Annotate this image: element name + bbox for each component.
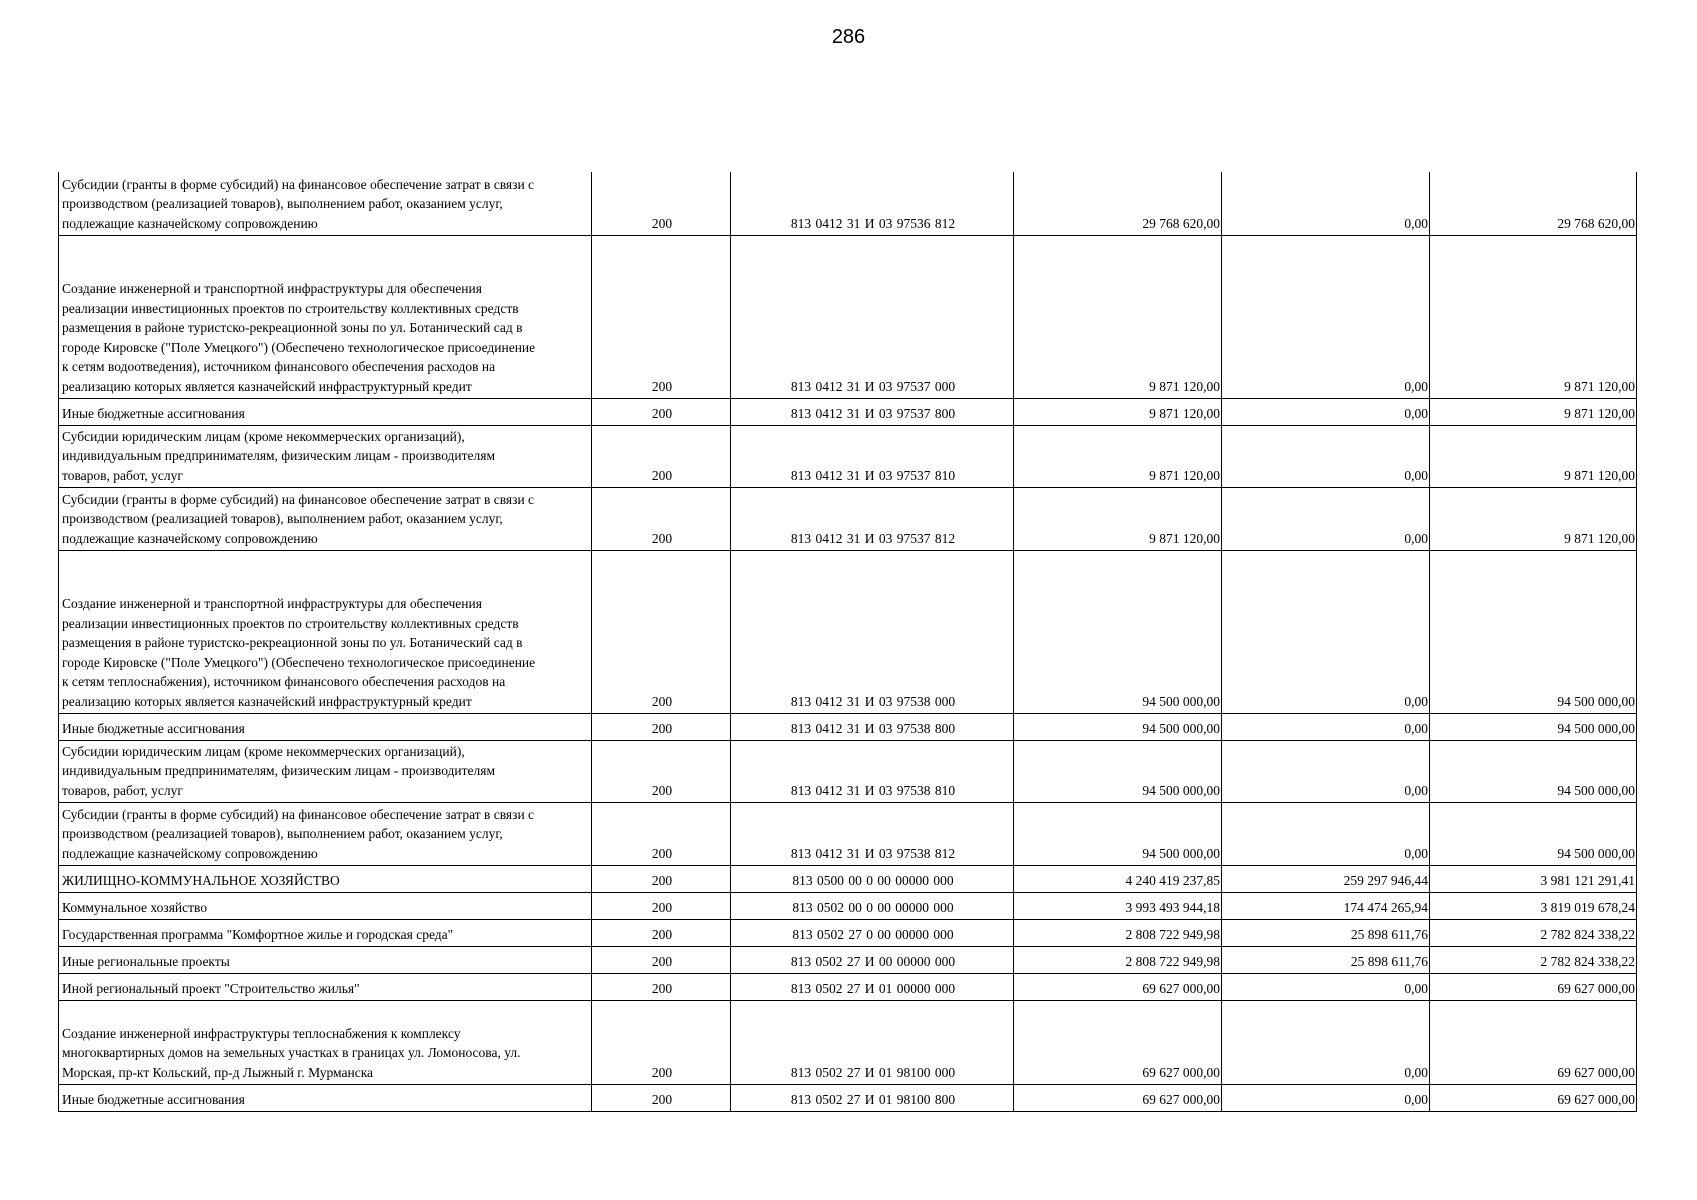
row-name: Иные региональные проекты — [59, 946, 592, 973]
row-kbk: 813 0412 31 И 03 97537 810 — [731, 425, 1014, 487]
row-amount-2: 0,00 — [1222, 487, 1430, 550]
row-kbk: 813 0412 31 И 03 97537 000 — [731, 235, 1014, 398]
row-name: Создание инженерной и транспортной инфраструктуры для обеспечения реализации инвестиционных проектов по строительству коллективных средств размещения в районе туристско-рекреационной зоны по ул. Ботанический сад в городе Кировске ("Поле Умецкого") (Обеспечено технологическое присоединение к сетям теплоснабжения), источником финансового обеспечения расходов на реализацию которых является казначейский инфраструктурный кредит — [59, 550, 592, 713]
row-amount-1: 69 627 000,00 — [1014, 973, 1222, 1000]
row-code: 200 — [592, 740, 731, 802]
row-amount-2: 0,00 — [1222, 740, 1430, 802]
row-amount-1: 69 627 000,00 — [1014, 1084, 1222, 1111]
row-name: Иной региональный проект "Строительство жилья" — [59, 973, 592, 1000]
row-kbk: 813 0412 31 И 03 97538 812 — [731, 802, 1014, 865]
row-amount-1: 9 871 120,00 — [1014, 487, 1222, 550]
page-number: 286 — [831, 26, 866, 48]
row-kbk: 813 0502 27 И 01 98100 000 — [731, 1000, 1014, 1084]
row-amount-1: 2 808 722 949,98 — [1014, 946, 1222, 973]
row-name: Субсидии (гранты в форме субсидий) на финансовое обеспечение затрат в связи с производством (реализацией товаров), выполнением работ, оказанием услуг, подлежащие казначейскому сопровождению — [59, 487, 592, 550]
row-amount-1: 4 240 419 237,85 — [1014, 865, 1222, 892]
row-code: 200 — [592, 713, 731, 740]
table-row — [59, 235, 1637, 398]
row-amount-3: 9 871 120,00 — [1430, 487, 1637, 550]
row-amount-1: 9 871 120,00 — [1014, 398, 1222, 425]
row-amount-2: 0,00 — [1222, 235, 1430, 398]
row-code: 200 — [592, 892, 731, 919]
row-code: 200 — [592, 235, 731, 398]
row-amount-3: 94 500 000,00 — [1430, 802, 1637, 865]
row-amount-2: 0,00 — [1222, 973, 1430, 1000]
row-amount-1: 9 871 120,00 — [1014, 235, 1222, 398]
table-row — [59, 973, 1637, 1000]
row-kbk: 813 0412 31 И 03 97536 812 — [731, 172, 1014, 235]
table-row — [59, 550, 1637, 713]
row-amount-1: 94 500 000,00 — [1014, 740, 1222, 802]
row-amount-3: 69 627 000,00 — [1430, 1000, 1637, 1084]
row-kbk: 813 0502 27 И 01 00000 000 — [731, 973, 1014, 1000]
table-row — [59, 802, 1637, 865]
row-amount-3: 69 627 000,00 — [1430, 973, 1637, 1000]
table-row — [59, 865, 1637, 892]
row-code: 200 — [592, 425, 731, 487]
row-name: Государственная программа "Комфортное жилье и городская среда" — [59, 919, 592, 946]
row-amount-3: 3 981 121 291,41 — [1430, 865, 1637, 892]
table-row — [59, 713, 1637, 740]
row-kbk: 813 0412 31 И 03 97538 810 — [731, 740, 1014, 802]
row-amount-2: 25 898 611,76 — [1222, 946, 1430, 973]
row-amount-1: 94 500 000,00 — [1014, 550, 1222, 713]
row-amount-3: 94 500 000,00 — [1430, 740, 1637, 802]
row-amount-1: 9 871 120,00 — [1014, 425, 1222, 487]
row-code: 200 — [592, 1000, 731, 1084]
row-code: 200 — [592, 919, 731, 946]
budget-table-body — [59, 172, 1637, 1111]
row-kbk: 813 0412 31 И 03 97538 000 — [731, 550, 1014, 713]
table-row — [59, 919, 1637, 946]
row-kbk: 813 0412 31 И 03 97538 800 — [731, 713, 1014, 740]
row-amount-3: 94 500 000,00 — [1430, 550, 1637, 713]
row-amount-3: 2 782 824 338,22 — [1430, 919, 1637, 946]
row-amount-2: 0,00 — [1222, 802, 1430, 865]
table-row — [59, 1084, 1637, 1111]
row-code: 200 — [592, 865, 731, 892]
row-kbk: 813 0502 27 И 01 98100 800 — [731, 1084, 1014, 1111]
row-amount-2: 0,00 — [1222, 172, 1430, 235]
row-name: Создание инженерной и транспортной инфраструктуры для обеспечения реализации инвестиционных проектов по строительству коллективных средств размещения в районе туристско-рекреационной зоны по ул. Ботанический сад в городе Кировске ("Поле Умецкого") (Обеспечено технологическое присоединение к сетям водоотведения), источником финансового обеспечения расходов на реализацию которых является казначейский инфраструктурный кредит — [59, 235, 592, 398]
row-kbk: 813 0412 31 И 03 97537 812 — [731, 487, 1014, 550]
row-name: Субсидии (гранты в форме субсидий) на финансовое обеспечение затрат в связи с производством (реализацией товаров), выполнением работ, оказанием услуг, подлежащие казначейскому сопровождению — [59, 172, 592, 235]
row-name: Субсидии (гранты в форме субсидий) на финансовое обеспечение затрат в связи с производством (реализацией товаров), выполнением работ, оказанием услуг, подлежащие казначейскому сопровождению — [59, 802, 592, 865]
table-row — [59, 946, 1637, 973]
table-row — [59, 487, 1637, 550]
row-amount-1: 3 993 493 944,18 — [1014, 892, 1222, 919]
row-name: Субсидии юридическим лицам (кроме некоммерческих организаций), индивидуальным предпринимателям, физическим лицам - производителям товаров, работ, услуг — [59, 425, 592, 487]
row-amount-2: 174 474 265,94 — [1222, 892, 1430, 919]
row-name: Коммунальное хозяйство — [59, 892, 592, 919]
row-amount-1: 29 768 620,00 — [1014, 172, 1222, 235]
row-amount-1: 94 500 000,00 — [1014, 713, 1222, 740]
row-amount-2: 0,00 — [1222, 425, 1430, 487]
row-name: Иные бюджетные ассигнования — [59, 1084, 592, 1111]
table-row — [59, 398, 1637, 425]
row-name: Создание инженерной инфраструктуры теплоснабжения к комплексу многоквартирных домов на земельных участках в границах ул. Ломоносова, ул. Морская, пр-кт Кольский, пр-д Лыжный г. Мурманска — [59, 1000, 592, 1084]
row-amount-1: 2 808 722 949,98 — [1014, 919, 1222, 946]
row-amount-3: 9 871 120,00 — [1430, 235, 1637, 398]
row-code: 200 — [592, 172, 731, 235]
row-amount-3: 9 871 120,00 — [1430, 398, 1637, 425]
row-amount-3: 3 819 019 678,24 — [1430, 892, 1637, 919]
row-kbk: 813 0500 00 0 00 00000 000 — [731, 865, 1014, 892]
row-code: 200 — [592, 973, 731, 1000]
row-code: 200 — [592, 1084, 731, 1111]
row-kbk: 813 0502 27 0 00 00000 000 — [731, 919, 1014, 946]
row-amount-3: 29 768 620,00 — [1430, 172, 1637, 235]
row-amount-2: 25 898 611,76 — [1222, 919, 1430, 946]
row-amount-1: 69 627 000,00 — [1014, 1000, 1222, 1084]
row-amount-2: 0,00 — [1222, 398, 1430, 425]
row-name: Субсидии юридическим лицам (кроме некоммерческих организаций), индивидуальным предпринимателям, физическим лицам - производителям товаров, работ, услуг — [59, 740, 592, 802]
budget-table — [58, 172, 1637, 1112]
row-amount-3: 9 871 120,00 — [1430, 425, 1637, 487]
table-row — [59, 892, 1637, 919]
row-amount-2: 0,00 — [1222, 713, 1430, 740]
row-amount-3: 94 500 000,00 — [1430, 713, 1637, 740]
table-row — [59, 740, 1637, 802]
row-amount-2: 259 297 946,44 — [1222, 865, 1430, 892]
row-name: ЖИЛИЩНО-КОММУНАЛЬНОЕ ХОЗЯЙСТВО — [59, 865, 592, 892]
row-amount-2: 0,00 — [1222, 1000, 1430, 1084]
table-row — [59, 1000, 1637, 1084]
row-amount-2: 0,00 — [1222, 550, 1430, 713]
row-kbk: 813 0502 00 0 00 00000 000 — [731, 892, 1014, 919]
row-kbk: 813 0412 31 И 03 97537 800 — [731, 398, 1014, 425]
table-row — [59, 172, 1637, 235]
row-amount-2: 0,00 — [1222, 1084, 1430, 1111]
row-amount-3: 69 627 000,00 — [1430, 1084, 1637, 1111]
row-code: 200 — [592, 802, 731, 865]
row-code: 200 — [592, 398, 731, 425]
row-code: 200 — [592, 550, 731, 713]
row-code: 200 — [592, 487, 731, 550]
row-amount-3: 2 782 824 338,22 — [1430, 946, 1637, 973]
row-amount-1: 94 500 000,00 — [1014, 802, 1222, 865]
table-row — [59, 425, 1637, 487]
row-kbk: 813 0502 27 И 00 00000 000 — [731, 946, 1014, 973]
row-name: Иные бюджетные ассигнования — [59, 398, 592, 425]
row-code: 200 — [592, 946, 731, 973]
row-name: Иные бюджетные ассигнования — [59, 713, 592, 740]
